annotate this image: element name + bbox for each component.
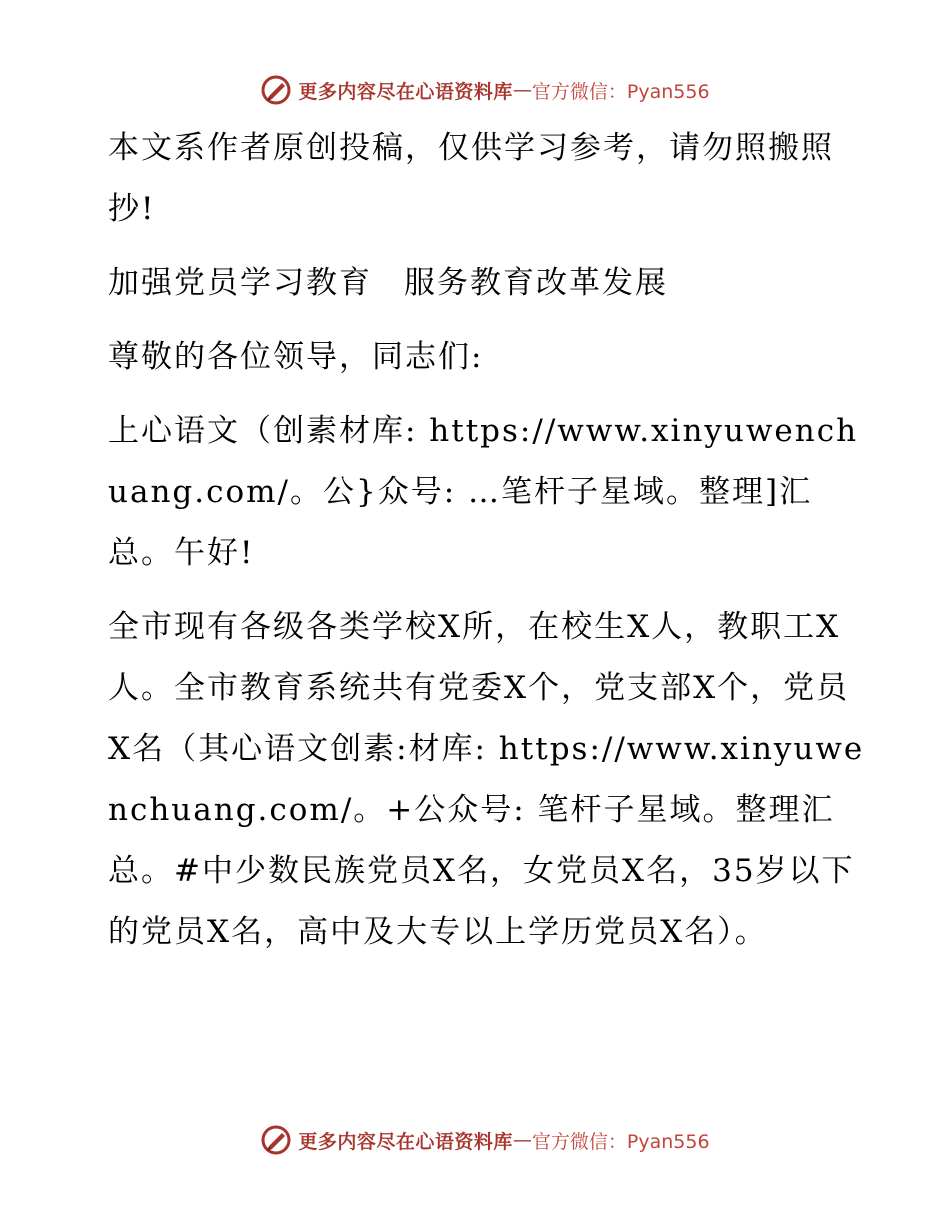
footer-separator: — bbox=[512, 1129, 532, 1151]
banner-wechat-text: 官方微信：Pyan556 bbox=[531, 80, 710, 103]
disclaimer-paragraph: 本文系作者原创投稿，仅供学习参考，请勿照搬照抄! bbox=[108, 130, 834, 227]
speech-title-part-2: 服务教育改革发展 bbox=[404, 265, 668, 301]
footer-banner bbox=[0, 1120, 950, 1160]
footer-banner-inner bbox=[260, 1124, 709, 1156]
speech-title-part-1: 加强党员学习教育 bbox=[108, 265, 372, 301]
greeting-paragraph: 上心语文（创素材库: https://www.xinyuwenchuang.com/。公}众号: …笔杆子星域。整理]汇总。午好! bbox=[108, 413, 859, 571]
document-body bbox=[97, 118, 867, 976]
banner-site-text: 更多内容尽在心语资料库 bbox=[298, 80, 513, 103]
header-banner bbox=[0, 70, 950, 110]
footer-wechat-text: 官方微信：Pyan556 bbox=[531, 1130, 710, 1153]
pen-logo-icon bbox=[260, 1124, 292, 1156]
footer-site-text: 更多内容尽在心语资料库 bbox=[298, 1130, 513, 1153]
pen-logo-icon bbox=[260, 74, 292, 106]
banner-separator: — bbox=[512, 79, 532, 101]
salutation-paragraph: 尊敬的各位领导，同志们: bbox=[108, 339, 484, 375]
header-banner-inner bbox=[260, 74, 709, 106]
statistics-paragraph: 全市现有各级各类学校X所，在校生X人，教职工X人。全市教育系统共有党委X个，党支部X个，党员X名（其心语文创素:材库: https://www.xinyuwenchuang.com/。+公众号: 笔杆子星域。整理汇总。#中少数民族党员X名，女党员X名，35岁以下的党员X名，高中及大专以上学历党员X名）。 bbox=[108, 609, 865, 950]
speech-title bbox=[97, 253, 867, 314]
